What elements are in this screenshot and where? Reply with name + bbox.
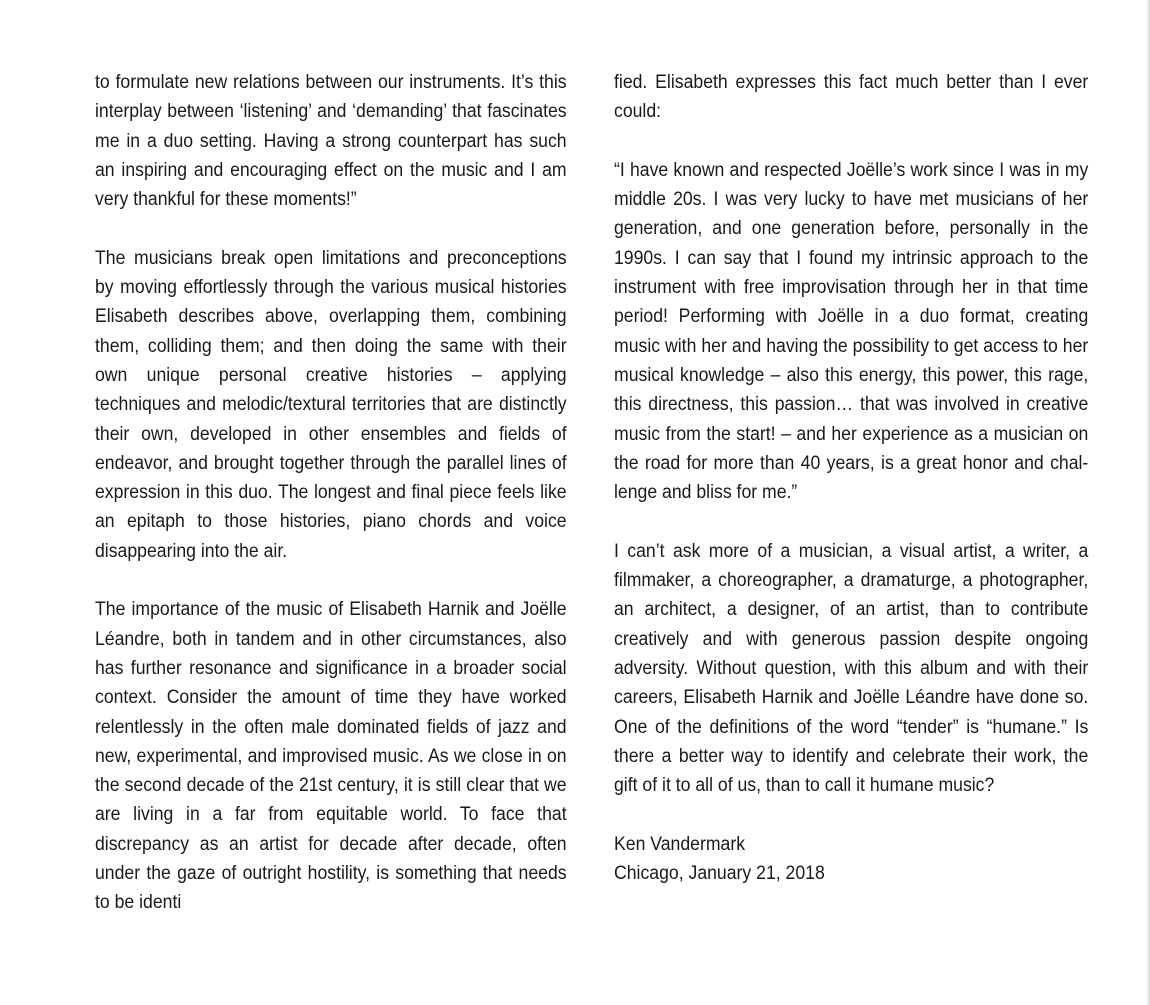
- signature-author: Ken Vandermark: [614, 832, 746, 855]
- paragraph-elisabeth-quote: “I have known and respected Joëlle’s work since I was in my middle 20s. I was very lucky to have met musicians of her generation, and one generation before, personally in the 1990s. I can say that I found my intrinsic approach to the instrument with free improvisation through her in that time period! Performing with Joëlle in a duo format, creating music with her and having the possibility to get access to her musical knowledge – also this energy, this power, this rage, this directness, this passion… that was involved in creative music from the start! – and her experience as a musician on the road for more than 40 years, is a great honor and challenge and bliss for me.”: [614, 158, 1089, 504]
- signature-block: [614, 830, 1088, 889]
- paragraph-conclusion: I can’t ask more of a musician, a visual artist, a writer, a filmmaker, a choreographer, a dramaturge, a photographer, an architect, a designer, of an artist, than to contribute creatively and with generous passion despite ongoing adversity. Without question, with this album and with their careers, Elisabeth Harnik and Joëlle Léandre have done so. One of the definitions of the word “tender” is “humane.” Is there a better way to identify and celebrate their work, the gift of it to all of us, than to call it humane music?: [614, 539, 1089, 797]
- paragraph-quote-ending: to formulate new relations between our instruments. It’s this interplay between ‘listening’ and ‘demanding’ that fascinates me in a duo setting. Having a strong counterpart has such an inspiring and encouraging effect on the music and I am very thankful for these moments!”: [95, 71, 567, 211]
- left-text-column: [95, 68, 567, 918]
- signature-place-date: Chicago, January 21, 2018: [614, 862, 825, 885]
- right-text-column: [614, 68, 1088, 888]
- paragraph-musicians: The musicians break open limitations and preconceptions by moving effortlessly through the various musical histories Elisabeth describes above, overlapping them, combining them, colliding them; and then doing the same with their own unique personal creative histories – applying techniques and melodic/textural territories that are distinctly their own, developed in other ensembles and fields of endeavor, and brought together through the parallel lines of expression in this duo. The longest and final piece feels like an epitaph to those histories, piano chords and voice disappearing into the air.: [95, 246, 567, 562]
- paragraph-importance: The importance of the music of Elisabeth Harnik and Joëlle Léandre, both in tandem and in other circumstances, also has further resonance and significance in a broader social context. Consider the amount of time they have worked relentlessly in the often male dominated fields of jazz and new, experimental, and improvised music. As we close in on the second decade of the 21st century, it is still clear that we are living in a far from equitable world. To face that discrepancy as an artist for decade after decade, often under the gaze of outright hostility, is something that needs to be identi: [95, 598, 567, 914]
- paragraph-continuation: fied. Elisabeth expresses this fact much better than I ever could:: [614, 71, 1089, 123]
- page-edge-shadow: [1146, 0, 1150, 1005]
